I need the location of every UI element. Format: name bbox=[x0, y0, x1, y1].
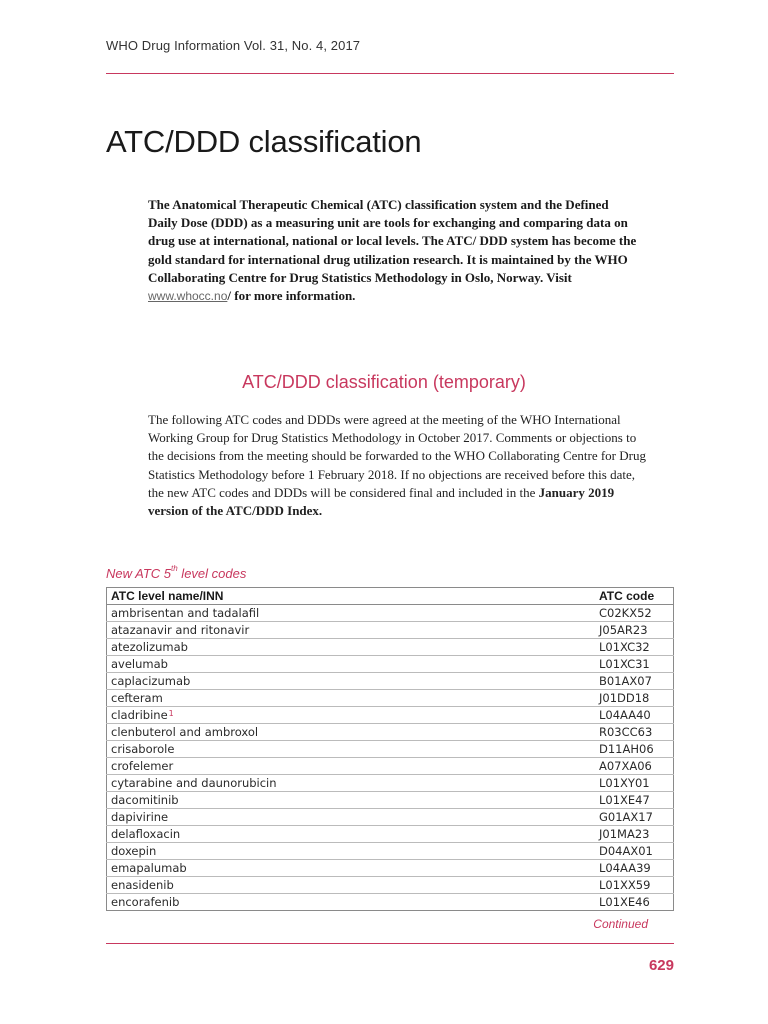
atc-name: encorafenib bbox=[111, 895, 180, 909]
table-row bbox=[107, 673, 674, 690]
atc-name-cell bbox=[107, 656, 596, 673]
whocc-link[interactable]: www.whocc.no bbox=[148, 289, 228, 304]
intro-text: The Anatomical Therapeutic Chemical (ATC) classification system and the Defined Daily Dose (DDD) as a measuring unit are tools for exchanging and comparing data on drug use at international, national or local levels. The ATC/ DDD system has become the gold standard for international drug utilization research. It is maintained by the WHO Collaborating Centre for Drug Statistics Methodology in Oslo, Norway. Visit bbox=[148, 197, 637, 285]
section-body-text: The following ATC codes and DDDs were agreed at the meeting of the WHO International Working Group for Drug Statistics Methodology in October 2017. Comments or objections to the decisions from the meeting should be forwarded to the WHO Collaborating Centre for Drug Statistics Methodology before 1 February 2018. If no objections are received before this date, the new ATC codes and DDDs will be considered final and included in the bbox=[148, 412, 646, 500]
atc-name: enasidenib bbox=[111, 878, 174, 892]
atc-name-cell bbox=[107, 605, 596, 622]
atc-code-cell: L04AA39 bbox=[595, 860, 674, 877]
table-row bbox=[107, 724, 674, 741]
section-body-bold: January 2019 version of the ATC/DDD Index. bbox=[148, 484, 615, 519]
atc-name: dacomitinib bbox=[111, 793, 179, 807]
atc-code-cell: L04AA40 bbox=[595, 707, 674, 724]
atc-codes-table bbox=[106, 587, 674, 911]
atc-code-cell: B01AX07 bbox=[595, 673, 674, 690]
table-header-row bbox=[107, 588, 674, 605]
atc-code-cell: G01AX17 bbox=[595, 809, 674, 826]
atc-name-cell bbox=[107, 690, 596, 707]
table-row bbox=[107, 656, 674, 673]
atc-code-cell: L01XC31 bbox=[595, 656, 674, 673]
atc-name-cell bbox=[107, 673, 596, 690]
table-row bbox=[107, 622, 674, 639]
section-body bbox=[148, 411, 648, 520]
atc-name-cell bbox=[107, 860, 596, 877]
table-caption-suffix: level codes bbox=[177, 566, 247, 581]
atc-name: cytarabine and daunorubicin bbox=[111, 776, 277, 790]
table-row bbox=[107, 775, 674, 792]
table-row bbox=[107, 707, 674, 724]
atc-name: crisaborole bbox=[111, 742, 175, 756]
atc-name-cell bbox=[107, 622, 596, 639]
header-divider bbox=[106, 73, 674, 74]
atc-code-cell: L01XE47 bbox=[595, 792, 674, 809]
table-caption-sup: th bbox=[171, 564, 178, 573]
atc-code-cell: L01XY01 bbox=[595, 775, 674, 792]
atc-code-cell: J05AR23 bbox=[595, 622, 674, 639]
atc-name: avelumab bbox=[111, 657, 168, 671]
atc-name-cell bbox=[107, 724, 596, 741]
table-row bbox=[107, 792, 674, 809]
section-heading: ATC/DDD classification (temporary) bbox=[242, 372, 526, 392]
atc-name: dapivirine bbox=[111, 810, 169, 824]
footer-divider bbox=[106, 943, 674, 944]
continued-label: Continued bbox=[593, 917, 648, 931]
atc-name-cell bbox=[107, 843, 596, 860]
atc-name-cell bbox=[107, 639, 596, 656]
table-row bbox=[107, 605, 674, 622]
atc-name-cell bbox=[107, 877, 596, 894]
atc-code-cell: J01MA23 bbox=[595, 826, 674, 843]
atc-code-cell: A07XA06 bbox=[595, 758, 674, 775]
page-title: ATC/DDD classification bbox=[106, 124, 422, 159]
atc-name: crofelemer bbox=[111, 759, 174, 773]
atc-name: doxepin bbox=[111, 844, 157, 858]
atc-name: delafloxacin bbox=[111, 827, 181, 841]
atc-name: cefteram bbox=[111, 691, 163, 705]
atc-name: cladribine bbox=[111, 708, 168, 722]
header-atc-name: ATC level name/INN bbox=[107, 588, 596, 605]
journal-header: WHO Drug Information Vol. 31, No. 4, 2017 bbox=[106, 38, 361, 53]
atc-name: atezolizumab bbox=[111, 640, 188, 654]
atc-code-cell: L01XX59 bbox=[595, 877, 674, 894]
atc-code-cell: D04AX01 bbox=[595, 843, 674, 860]
table-caption-prefix: New ATC 5 bbox=[106, 566, 172, 581]
table-row bbox=[107, 843, 674, 860]
footnote-marker: 1 bbox=[168, 709, 174, 718]
table-row bbox=[107, 894, 674, 911]
atc-name-cell bbox=[107, 758, 596, 775]
atc-code-cell: C02KX52 bbox=[595, 605, 674, 622]
atc-code-cell: D11AH06 bbox=[595, 741, 674, 758]
table-row bbox=[107, 877, 674, 894]
intro-paragraph bbox=[148, 196, 638, 305]
atc-name: clenbuterol and ambroxol bbox=[111, 725, 259, 739]
atc-name-cell bbox=[107, 775, 596, 792]
atc-name: caplacizumab bbox=[111, 674, 191, 688]
atc-code-cell: R03CC63 bbox=[595, 724, 674, 741]
table-row bbox=[107, 809, 674, 826]
table-row bbox=[107, 690, 674, 707]
atc-name-cell bbox=[107, 809, 596, 826]
table-row bbox=[107, 639, 674, 656]
header-atc-code: ATC code bbox=[595, 588, 674, 605]
table-body bbox=[107, 605, 674, 911]
atc-name: emapalumab bbox=[111, 861, 187, 875]
atc-code-cell: L01XC32 bbox=[595, 639, 674, 656]
atc-code-cell: J01DD18 bbox=[595, 690, 674, 707]
page-number: 629 bbox=[648, 957, 674, 974]
atc-name-cell bbox=[107, 707, 596, 724]
atc-name: atazanavir and ritonavir bbox=[111, 623, 250, 637]
table-row bbox=[107, 758, 674, 775]
intro-text-end: / for more information. bbox=[227, 288, 356, 304]
atc-name-cell bbox=[107, 826, 596, 843]
table-caption bbox=[106, 566, 246, 581]
table-row bbox=[107, 860, 674, 877]
atc-name-cell bbox=[107, 741, 596, 758]
atc-name: ambrisentan and tadalafil bbox=[111, 606, 260, 620]
atc-name-cell bbox=[107, 894, 596, 911]
atc-code-cell: L01XE46 bbox=[599, 895, 650, 909]
table-row bbox=[107, 826, 674, 843]
table-row bbox=[107, 741, 674, 758]
atc-name-cell bbox=[107, 792, 596, 809]
